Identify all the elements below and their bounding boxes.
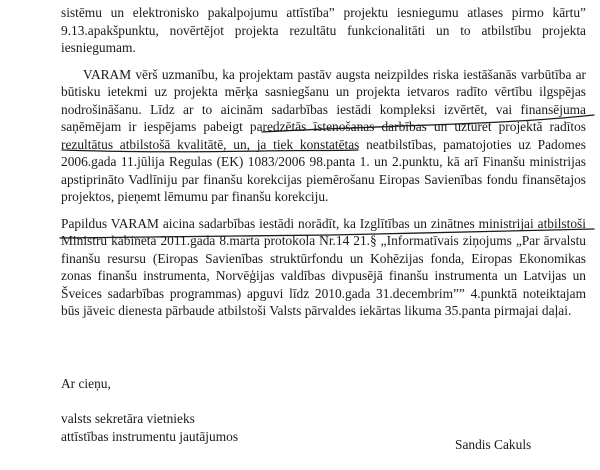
paragraph-3-text: atbilstoši Ministru kabineta 2011.gada 8.marta protokola Nr.14 21.§ „Informatīvais ziņojums „Par ārvalstu finanšu resursu (Eiropas Savienības struktūrfondu un Kohēzijas fonda, Eiropas Ekonomikas zonas finanšu instrumenta, Norvēģijas valdības divpusējā finanšu instrumenta un Latvijas un Šveices sadarbības programmas) apguvi līdz 2010.gada 31.decembrim”” 4.punktā noteiktajam būs jāveic dienesta pārbaude atbilstoši Valsts pārvaldes iekārtas likuma 35.panta pirmajai daļai. bbox=[61, 215, 586, 318]
signer-name: Sandis Cakuls bbox=[455, 437, 532, 452]
paragraph-1 bbox=[61, 4, 586, 57]
underlined-phrase-3: Papildus VARAM aicina sadarbības iestādi norādīt, ka Izglītības un zinātnes ministrijai bbox=[61, 215, 534, 231]
closing-greeting: Ar cieņu, bbox=[61, 376, 111, 391]
underlined-phrase-2: projektā radītos rezultātus atbilstošā kvalitātē, un bbox=[61, 119, 586, 152]
paragraph-2-text-c: , ja tiek konstatētas neatbilstības, pamatojoties uz Padomes 2006.gada 11.jūlija Regulas (EK) 1083/2006 98.panta 1. un 2.punktu, kā arī Finanšu ministrijas apstiprināto Vadlīniju par finanšu korekcijas piemērošanu Eiropas Savienības fondu finansētajos projektos, pieņemt lēmumu par finanšu korekciju. bbox=[61, 136, 586, 204]
paragraph-3 bbox=[61, 215, 586, 320]
paragraph-1-text: sistēmu un elektronisko pakalpojumu attīstība” projektu iesniegumu atlases pirmo kārtu” 9.13.apakšpunktu, novērtējot projekta rezultātu funkcionalitāti un to atbilstību projekta iesniegumam. bbox=[61, 5, 586, 55]
letter-body bbox=[61, 4, 586, 329]
paragraph-2-text-a: VARAM vērš uzmanību, ka projektam pastāv augsta neizpildes riska iestāšanās varbūtība ar būtisku ietekmi uz projekta mērķa sasniegšanu un projekta ietvaros radīto vērtību ilgspējas nodrošināšanu. Līdz ar to aicinām sa bbox=[61, 66, 586, 117]
sender-title-line-2: attīstības instrumentu jautājumos bbox=[61, 428, 239, 444]
sender-title-line-1: valsts sekretāra vietnieks bbox=[61, 411, 195, 426]
paragraph-2 bbox=[61, 66, 586, 206]
sender-title bbox=[61, 410, 238, 445]
paragraph-2-text-b: finansējuma saņēmējam ir iespējams pabeigt paredzētās īstenošanas darbības un uzturēt bbox=[61, 101, 586, 134]
underlined-phrase-1: darbības iestādi kompleksi izvērtēt, vai bbox=[282, 101, 513, 117]
